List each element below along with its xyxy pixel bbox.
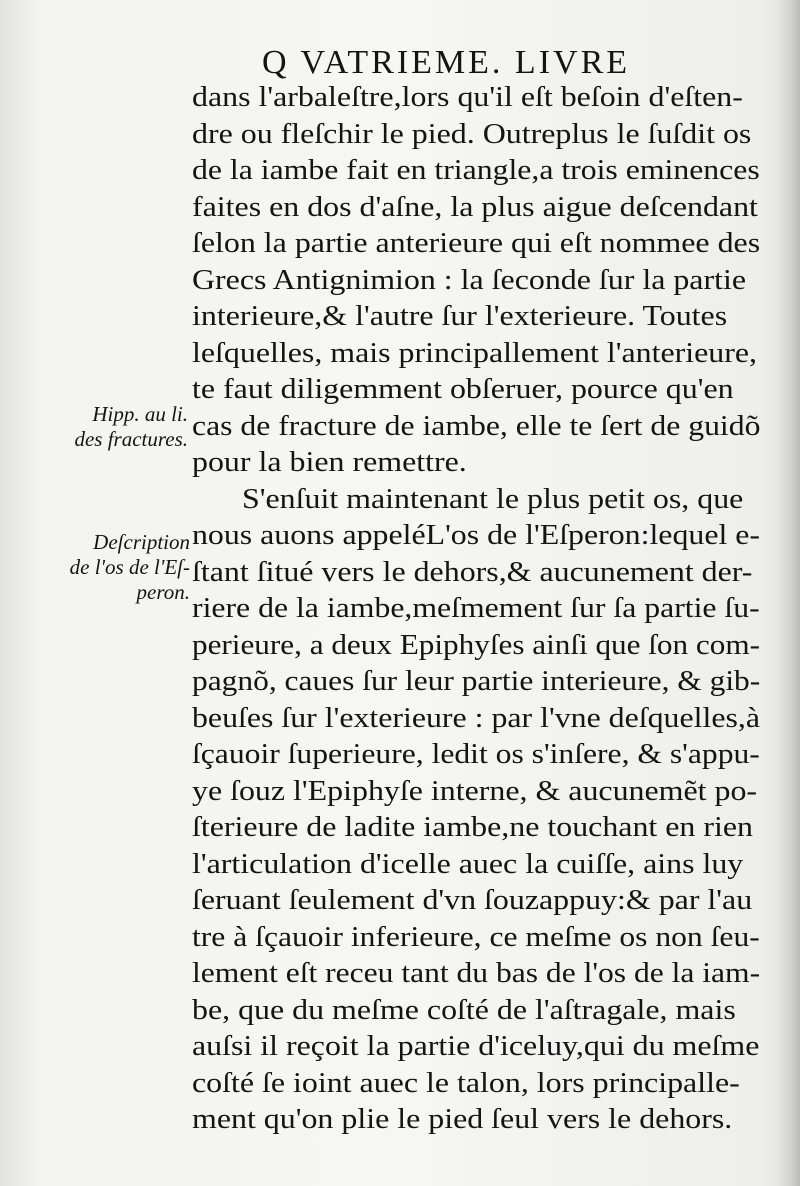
- text-line: l'articulation d'icelle auec la cuiſſe, ains luy: [192, 848, 744, 880]
- text-line: interieure,& l'autre ſur l'exterieure. Toutes: [192, 301, 728, 332]
- text-line: tre à ſçauoir inferieure, ce meſme os non ſeu-: [192, 921, 760, 953]
- text-line: Grecs Antignimion : la ſeconde ſur la partie: [192, 264, 747, 296]
- text-line: be, que du meſme coſté de l'aſtragale, mais: [192, 994, 736, 1026]
- text-line: ſtant ſitué vers le dehors,& aucunement der-: [192, 556, 753, 588]
- text-line: pagnõ, caues ſur leur partie interieure, & gib-: [192, 666, 761, 697]
- text-line: lement eſt receu tant du bas de l'os de la iam-: [192, 958, 761, 989]
- text-line: riere de la iambe,meſmement ſur ſa partie ſu-: [192, 593, 760, 624]
- bleed-through-text: [70, 680, 180, 740]
- paragraph-start-line: S'enſuit maintenant le plus petit os, que: [242, 483, 744, 515]
- text-line: ſçauoir ſuperieure, ledit os s'inſere, & s'appu-: [192, 739, 760, 770]
- text-line: ment qu'on plie le pied ſeul vers le dehors.: [192, 1104, 733, 1135]
- text-line: cas de fracture de iambe, elle te ſert de guidõ: [192, 410, 761, 442]
- margin-note-line: des fractures.: [74, 427, 188, 451]
- bleed-through-text: [80, 940, 190, 1060]
- text-line: faites en dos d'aſne, la plus aigue deſcendant: [192, 191, 758, 223]
- margin-note-description: [40, 530, 190, 605]
- text-line: beuſes ſur l'exterieure : par l'vne deſquelles,à: [192, 702, 760, 734]
- text-line: dre ou fleſchir le pied. Outreplus le ſuſdit os: [192, 118, 752, 150]
- text-line: nous auons appeléL'os de l'Eſperon:lequel e-: [192, 520, 761, 551]
- margin-note-line: Hipp. au li.: [92, 402, 188, 426]
- text-line: ſeruant ſeulement d'vn ſouzappuy:& par l'au: [192, 885, 753, 916]
- text-line: ye ſouz l'Epiphyſe interne, & aucunemẽt po-: [192, 775, 758, 807]
- text-line: pour la bien remettre.: [192, 447, 467, 478]
- text-line: ſterieure de ladite iambe,ne touchant en rien: [192, 812, 754, 843]
- margin-note-line: peron.: [136, 580, 190, 604]
- margin-note-hippocrates: [40, 402, 188, 452]
- text-line: ſelon la partie anterieure qui eſt nommee des: [192, 228, 761, 259]
- text-line: dans l'arbaleſtre,lors qu'il eſt beſoin d'eſten-: [192, 82, 743, 113]
- text-line: leſquelles, mais principallement l'anterieure,: [192, 337, 758, 369]
- running-header: Q VATRIEME. LIVRE: [262, 44, 631, 81]
- margin-note-line: de l'os de l'Eſ-: [69, 555, 190, 579]
- body-text: [192, 80, 772, 1139]
- text-line: te faut diligemment obſeruer, pource qu'en: [192, 374, 734, 405]
- text-line: de la iambe fait en triangle,a trois eminences: [192, 155, 760, 186]
- text-line: coſté ſe ioint auec le talon, lors principalle-: [192, 1067, 740, 1099]
- text-line: perieure, a deux Epiphyſes ainſi que ſon com-: [192, 629, 760, 661]
- margin-note-line: Deſcription: [93, 530, 190, 554]
- bleed-through-text: [70, 300, 180, 360]
- text-line: auſsi il reçoit la partie d'iceluy,qui du meſme: [192, 1031, 760, 1062]
